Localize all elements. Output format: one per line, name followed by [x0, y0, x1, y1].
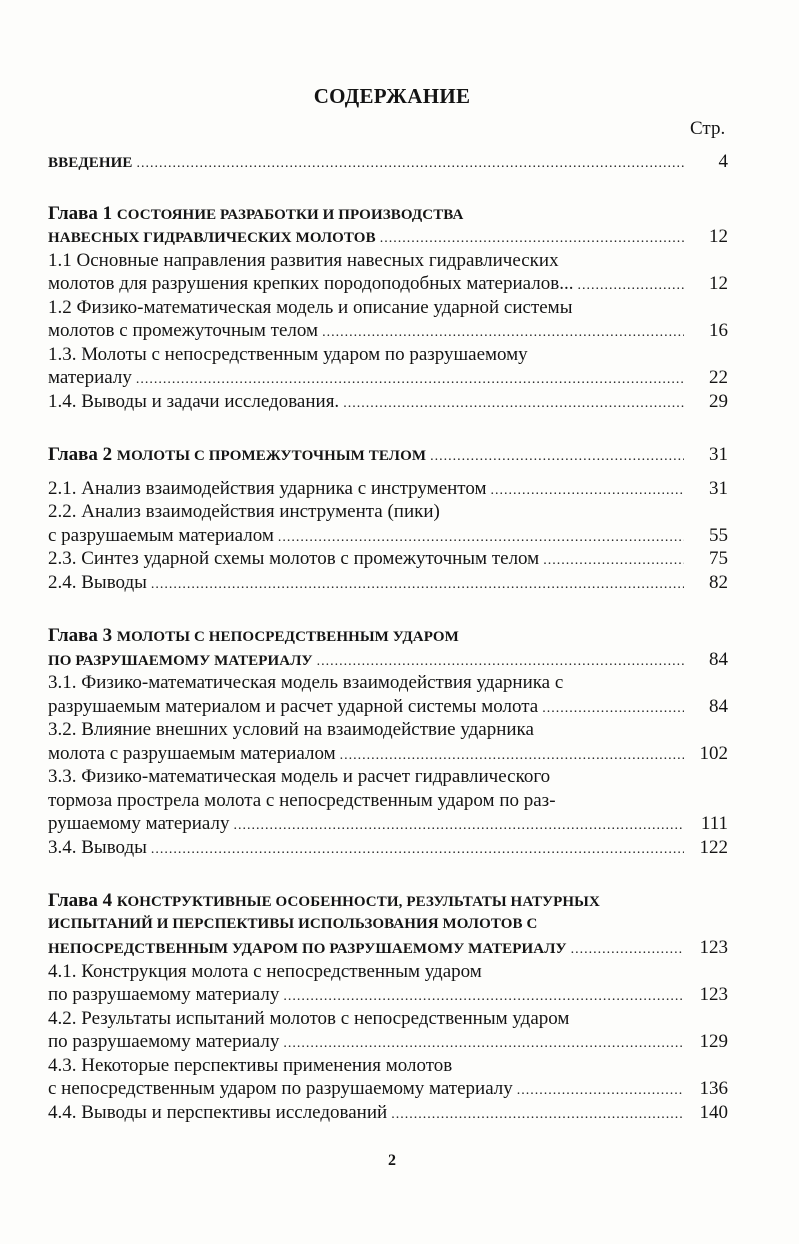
toc-entry-line[interactable] — [48, 789, 728, 813]
leader-dots — [430, 443, 684, 469]
toc-page-number: 84 — [709, 695, 728, 717]
toc-entry-line[interactable] — [48, 1030, 728, 1054]
chapter-title-line: МОЛОТЫ С ПРОМЕЖУТОЧНЫМ ТЕЛОМ — [116, 448, 427, 464]
toc-entry-line[interactable] — [48, 1077, 728, 1101]
page-number-footer: 2 — [388, 1152, 396, 1169]
toc-entry-label: разрушаемым материалом и расчет ударной системы молота — [48, 695, 539, 717]
toc-entry-line[interactable] — [48, 319, 728, 343]
toc-entry-line[interactable] — [48, 500, 728, 524]
toc-entry-line[interactable] — [48, 983, 728, 1007]
toc-entry-line[interactable] — [48, 718, 728, 742]
leader-dots — [278, 524, 684, 550]
chapter-3-items — [48, 671, 728, 859]
toc-entry-label: рушаемому материалу — [48, 813, 230, 834]
chapter-title-line: СОСТОЯНИЕ РАЗРАБОТКИ И ПРОИЗВОДСТВА — [116, 206, 464, 223]
chapter-2-items — [48, 477, 728, 595]
toc-entry-line[interactable] — [48, 1054, 728, 1078]
chapter-prefix: Глава 2 — [48, 444, 113, 465]
leader-dots — [283, 983, 684, 1009]
toc-page-number: 12 — [709, 226, 728, 247]
toc-entry-label: 2.1. Анализ взаимодействия ударника с инструментом — [48, 477, 487, 499]
page-column-header: Стр. — [690, 118, 726, 139]
toc-entry-label: молотов для разрушения крепких породоподобных материалов... — [48, 273, 574, 294]
toc-page-number: 31 — [709, 444, 728, 465]
leader-dots — [136, 150, 684, 176]
toc-entry-label: материалу — [48, 367, 132, 388]
chapter-title-line: НЕПОСРЕДСТВЕННЫМ УДАРОМ ПО РАЗРУШАЕМОМУ МАТЕРИАЛУ — [48, 941, 567, 957]
toc-entry-label: 3.3. Физико-математическая модель и расчет гидравлического — [48, 766, 551, 787]
toc-entry-line[interactable] — [48, 960, 728, 984]
toc-page-number: 29 — [709, 390, 728, 412]
toc-entry-line[interactable] — [48, 671, 728, 695]
toc-entry-label: 3.2. Влияние внешних условий на взаимодействие ударника — [48, 719, 534, 740]
leader-dots — [234, 812, 684, 838]
leader-dots — [577, 272, 684, 298]
toc-entry-line[interactable] — [48, 812, 728, 836]
chapter-heading-4-cont[interactable] — [48, 913, 728, 937]
toc-entry-label: 1.1 Основные направления развития навесных гидравлических — [48, 249, 559, 271]
chapter-heading-1-cont[interactable] — [48, 225, 728, 249]
toc-entry-label: 4.4. Выводы и перспективы исследований — [48, 1101, 388, 1123]
toc-entry-label: ВВЕДЕНИЕ — [48, 155, 133, 171]
toc-entry-label: 4.1. Конструкция молота с непосредственным ударом — [48, 960, 482, 982]
toc-entry-line[interactable] — [48, 343, 728, 367]
chapter-title-line: КОНСТРУКТИВНЫЕ ОСОБЕННОСТИ, РЕЗУЛЬТАТЫ НАТУРНЫХ — [116, 894, 600, 910]
toc-page-number: 22 — [709, 367, 728, 388]
toc-page-number: 16 — [709, 320, 728, 341]
toc-entry-label: с непосредственным ударом по разрушаемому материалу — [48, 1078, 513, 1099]
toc-entry-line[interactable] — [48, 695, 728, 719]
toc-entry-line[interactable] — [48, 1007, 728, 1031]
toc-entry-line[interactable] — [48, 742, 728, 766]
toc-page-number: 129 — [699, 1031, 728, 1052]
toc-page-number: 123 — [699, 984, 728, 1005]
toc-entry-label: 4.2. Результаты испытаний молотов с непосредственным ударом — [48, 1007, 570, 1029]
chapter-title-line: НАВЕСНЫХ ГИДРАВЛИЧЕСКИХ МОЛОТОВ — [48, 230, 376, 246]
toc-entry-label: 2.2. Анализ взаимодействия инструмента (пики) — [48, 501, 440, 522]
chapter-heading-1[interactable] — [48, 202, 728, 226]
chapter-heading-3[interactable] — [48, 624, 728, 648]
leader-dots — [136, 366, 684, 392]
toc-entry-label: молотов с промежуточным телом — [48, 320, 319, 341]
toc-entry-label: 1.4. Выводы и задачи исследования. — [48, 390, 340, 412]
toc-entry-label: 3.4. Выводы — [48, 836, 147, 858]
toc-entry-line[interactable] — [48, 571, 728, 595]
toc-page-number: 102 — [699, 742, 728, 764]
page-title: СОДЕРЖАНИЕ — [313, 84, 471, 108]
toc-entry-line[interactable] — [48, 836, 728, 860]
toc-entry-label: 4.3. Некоторые перспективы применения молотов — [48, 1054, 453, 1076]
toc-entry-line[interactable] — [48, 272, 728, 296]
toc-entry-label: по разрушаемому материалу — [48, 984, 280, 1005]
leader-dots — [543, 547, 684, 573]
toc-page-number: 123 — [699, 937, 728, 958]
leader-dots — [380, 225, 684, 251]
leader-dots — [491, 477, 684, 503]
leader-dots — [571, 936, 684, 962]
toc-page-number: 12 — [709, 273, 728, 294]
toc-entry-line[interactable] — [48, 765, 728, 789]
toc-page-number: 122 — [699, 836, 728, 858]
toc-entry-line[interactable] — [48, 249, 728, 273]
toc-entry-line[interactable] — [48, 547, 728, 571]
leader-dots — [322, 319, 684, 345]
leader-dots — [542, 695, 684, 721]
toc-entry-line[interactable] — [48, 1101, 728, 1125]
chapter-heading-3-cont[interactable] — [48, 648, 728, 672]
toc-entry-label: 2.4. Выводы — [48, 571, 147, 593]
toc-entry-label: 2.3. Синтез ударной схемы молотов с промежуточным телом — [48, 548, 540, 569]
chapter-title-line: ПО РАЗРУШАЕМОМУ МАТЕРИАЛУ — [48, 652, 313, 669]
leader-dots — [517, 1077, 684, 1103]
toc-page-number: 84 — [709, 648, 728, 670]
toc-entry-label: 3.1. Физико-математическая модель взаимодействия ударника с — [48, 672, 564, 693]
toc-entry-label: с разрушаемым материалом — [48, 524, 274, 546]
toc-entry-label: молота с разрушаемым материалом — [48, 742, 336, 764]
toc-page-number: 31 — [709, 477, 728, 499]
chapter-prefix: Глава 1 — [48, 202, 113, 224]
chapter-prefix: Глава 4 — [48, 890, 113, 911]
toc-entry-label: тормоза прострела молота с непосредственным ударом по раз- — [48, 789, 556, 811]
toc-entry-line[interactable] — [48, 296, 728, 320]
toc-page-number: 140 — [699, 1101, 728, 1123]
toc-page-number: 55 — [709, 524, 728, 546]
toc-entry-intro[interactable] — [48, 150, 728, 174]
leader-dots — [151, 571, 684, 597]
leader-dots — [391, 1101, 684, 1127]
chapter-1-items — [48, 249, 728, 414]
chapter-4-items — [48, 960, 728, 1125]
toc-page-number: 4 — [718, 151, 728, 172]
leader-dots — [343, 390, 684, 416]
chapter-title-line: МОЛОТЫ С НЕПОСРЕДСТВЕННЫМ УДАРОМ — [116, 629, 459, 645]
chapter-title-line: ИСПЫТАНИЙ И ПЕРСПЕКТИВЫ ИСПОЛЬЗОВАНИЯ МОЛОТОВ С — [48, 915, 538, 932]
toc-page-number: 111 — [700, 813, 728, 834]
leader-dots — [151, 836, 684, 862]
chapter-heading-4[interactable] — [48, 889, 728, 913]
leader-dots — [317, 648, 684, 674]
leader-dots — [283, 1030, 684, 1056]
toc-entry-line[interactable] — [48, 390, 728, 414]
toc-entry-line[interactable] — [48, 366, 728, 390]
toc-entry-line[interactable] — [48, 524, 728, 548]
toc-entry-label: по разрушаемому материалу — [48, 1031, 280, 1052]
toc-entry-line[interactable] — [48, 477, 728, 501]
chapter-heading-2[interactable] — [48, 443, 728, 467]
toc-page-number: 75 — [709, 548, 728, 569]
table-of-contents — [48, 150, 728, 1124]
chapter-heading-4-cont[interactable] — [48, 936, 728, 960]
leader-dots — [340, 742, 684, 768]
chapter-prefix: Глава 3 — [48, 625, 113, 646]
toc-page-number: 82 — [709, 571, 728, 593]
toc-entry-label: 1.3. Молоты с непосредственным ударом по разрушаемому — [48, 343, 528, 365]
toc-entry-label: 1.2 Физико-математическая модель и описание ударной системы — [48, 296, 573, 318]
toc-page-number: 136 — [699, 1078, 728, 1099]
